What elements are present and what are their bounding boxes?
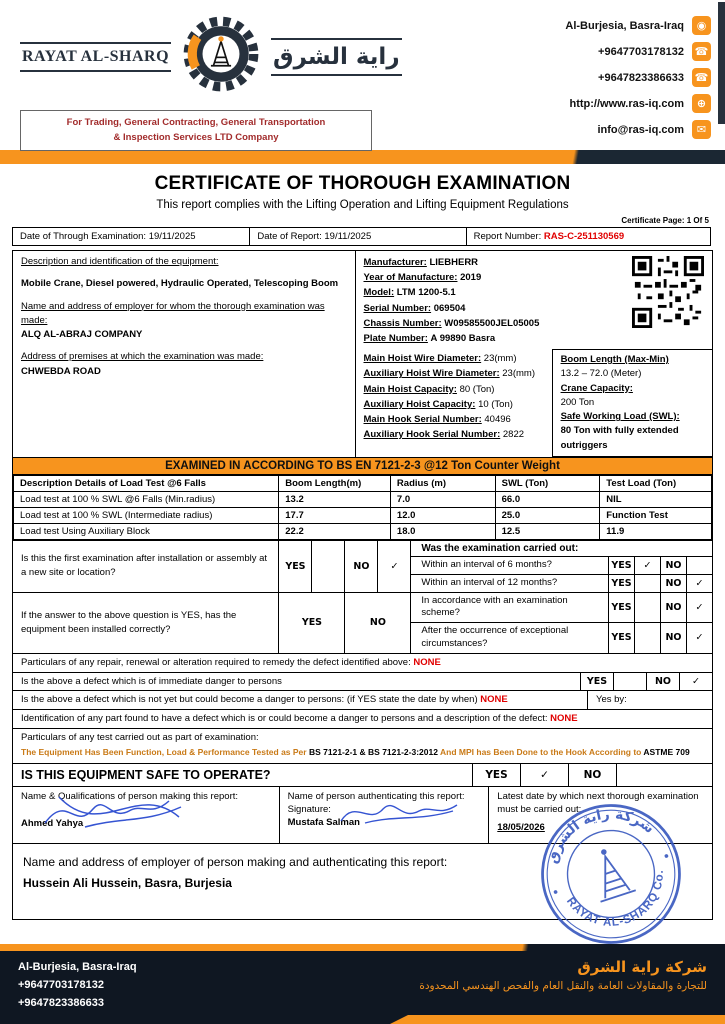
- load-test-row: [14, 491, 712, 507]
- detail-row: [364, 255, 626, 270]
- hoist-label: Main Hook Serial Number:: [363, 413, 482, 425]
- repair-particulars-row: [13, 653, 712, 672]
- examination-row-1: [13, 540, 712, 592]
- no-checkbox: ✓: [686, 575, 712, 592]
- email-icon: ✉: [692, 120, 711, 139]
- contact-website-text: http://www.ras-iq.com: [569, 97, 684, 110]
- detail-row: [364, 270, 626, 285]
- globe-icon: ⊕: [692, 94, 711, 113]
- load-test-header: Boom Length(m): [279, 475, 391, 491]
- no-label: NO: [660, 593, 686, 623]
- hoist-label: Main Hoist Capacity:: [363, 383, 457, 395]
- boom-length-box: [552, 349, 712, 457]
- detail-label: Model:: [363, 287, 395, 299]
- authenticator-block: [279, 787, 489, 843]
- authenticator-label: Name of person authenticating this report:: [287, 790, 465, 802]
- defect-identification-value: NONE: [550, 712, 578, 724]
- answer-cells: [278, 593, 410, 653]
- hoist-row: [364, 382, 544, 397]
- yes-label: YES: [278, 593, 344, 653]
- load-test-cell: Load test at 100 % SWL (Intermediate radius): [14, 507, 279, 523]
- hoist-label: Auxiliary Hoist Capacity:: [363, 398, 476, 410]
- question-text: In accordance with an examination scheme?: [421, 594, 568, 619]
- hoist-label: Auxiliary Hook Serial Number:: [363, 429, 501, 441]
- load-test-header: Test Load (Ton): [600, 475, 712, 491]
- no-label: NO: [344, 541, 377, 592]
- load-test-cell: 12.5: [495, 523, 600, 539]
- safe-to-operate-row: [13, 763, 712, 786]
- exam-date-cell: [12, 227, 250, 246]
- no-label: NO: [344, 593, 410, 653]
- tagline-line2: & Inspection Services LTD Company: [113, 131, 279, 143]
- no-checkbox: ✓: [686, 623, 712, 653]
- equipment-details-column: [356, 251, 712, 457]
- footer-address: Al-Burjesia, Basra-Iraq: [18, 961, 137, 973]
- footer-bottom-accent: [390, 1015, 725, 1024]
- carried-out-block: [411, 541, 712, 592]
- divider-band: [0, 150, 725, 164]
- detail-value: W09585500JEL05005: [444, 317, 540, 329]
- no-checkbox: ✓: [377, 541, 410, 592]
- answer-cells: [278, 541, 410, 592]
- company-name-arabic-wrap: [271, 38, 402, 76]
- equipment-description-column: [13, 251, 356, 457]
- footer-phone1: +9647703178132: [18, 979, 104, 992]
- test-particulars-label: Particulars of any test carried out as part of examination:: [21, 731, 259, 743]
- swl-label: Safe Working Load (SWL):: [560, 411, 680, 423]
- report-date-value: 19/11/2025: [324, 231, 372, 242]
- examination-scheme-row: [411, 593, 712, 623]
- no-label: NO: [660, 575, 686, 592]
- no-label: NO: [646, 673, 679, 690]
- load-test-header: Description Details of Load Test @6 Falls: [14, 475, 279, 491]
- yes-checkbox: [634, 593, 660, 623]
- contact-phone-text: +9647703178132: [598, 45, 684, 58]
- hoist-row: [364, 397, 544, 412]
- answer-cells: [580, 673, 712, 690]
- page-number: Certificate Page: 1 Of 5: [621, 216, 709, 225]
- yes-label: YES: [608, 557, 634, 574]
- hoist-label: Main Hoist Wire Diameter:: [363, 353, 482, 365]
- interval-12-row: [411, 574, 712, 592]
- report-number-label: Report Number:: [473, 231, 542, 242]
- load-test-table: [13, 475, 712, 540]
- load-test-cell: NIL: [600, 491, 712, 507]
- crane-capacity-label: Crane Capacity:: [560, 382, 633, 394]
- hoist-value: 2822: [502, 429, 525, 441]
- yes-checkbox: ✓: [520, 764, 568, 786]
- location-icon: ◉: [692, 16, 711, 35]
- premises-label: Address of premises at which the examination was made:: [21, 351, 264, 363]
- next-exam-label: Latest date by which next thorough examination must be carried out:: [497, 790, 699, 816]
- repair-particulars-label: Particulars of any repair, renewal or alteration required to remedy the defect identified above:: [21, 656, 411, 668]
- yes-checkbox: [613, 673, 646, 690]
- contact-phone-text: +9647823386633: [598, 71, 684, 84]
- load-test-header: Radius (m): [390, 475, 495, 491]
- defect-identification-row: [13, 709, 712, 728]
- interval-6-row: [411, 557, 712, 574]
- contact-info: [565, 12, 711, 150]
- footer-company-description-arabic: للتجارة والمقاولات العامة والنقل العام والفحص الهندسي المحدودة: [419, 980, 707, 992]
- load-test-cell: 12.0: [390, 507, 495, 523]
- hoist-and-boom: [356, 349, 712, 457]
- contact-line: [598, 42, 711, 61]
- hoist-label: Auxiliary Hoist Wire Diameter:: [363, 368, 500, 380]
- load-test-section-title: EXAMINED IN ACCORDING TO BS EN 7121-2-3 @12 Ton Counter Weight: [13, 457, 712, 475]
- header: [0, 0, 725, 150]
- question-text: After the occurrence of exceptional circumstances?: [421, 625, 569, 649]
- load-test-cell: 13.2: [279, 491, 391, 507]
- phone-icon: ☎: [692, 68, 711, 87]
- detail-row: [364, 285, 626, 300]
- carried-out-header: Was the examination carried out:: [411, 541, 712, 557]
- brand-row: [20, 12, 402, 101]
- authenticator-signature-label: Signature:: [287, 804, 331, 816]
- tagline-line1: For Trading, General Contracting, General Transportation: [66, 117, 326, 128]
- hoist-value: 10 (Ton): [478, 398, 513, 410]
- employer-label: Name and address of employer for whom the thorough examination was made:: [21, 300, 325, 326]
- report-number-cell: [466, 227, 711, 246]
- load-test-cell: Load test Using Auxiliary Block: [14, 523, 279, 539]
- test-particulars-detail: [21, 745, 704, 761]
- hoist-value: 23(mm): [483, 353, 517, 365]
- premises-value: CHWEBDA ROAD: [21, 365, 101, 377]
- company-name-wrap: [20, 42, 171, 72]
- scheme-block: [411, 593, 712, 653]
- equipment-section: [13, 251, 712, 457]
- yes-checkbox: [634, 575, 660, 592]
- employer-statement-value: Hussein Ali Hussein, Basra, Burjesia: [23, 876, 232, 891]
- hoist-row: [364, 351, 544, 366]
- equipment-description-value: Mobile Crane, Diesel powered, Hydraulic Operated, Telescoping Boom: [21, 278, 339, 290]
- brand-block: [20, 12, 402, 150]
- employer-statement-label: Name and address of employer of person making and authenticating this report:: [23, 854, 448, 869]
- boom-length-label: Boom Length (Max-Min): [560, 354, 669, 366]
- load-test-header-row: [14, 475, 712, 491]
- detail-row: [364, 316, 626, 331]
- swl-value: 80 Ton with fully extended outriggers: [560, 425, 679, 451]
- contact-line: [570, 94, 712, 113]
- question-text: If the answer to the above question is YES, has the equipment been installed correctly?: [21, 609, 237, 635]
- detail-value: LTM 1200-5.1: [396, 287, 456, 299]
- load-test-cell: 18.0: [390, 523, 495, 539]
- phone-icon: ☎: [692, 42, 711, 61]
- yes-label: YES: [580, 673, 613, 690]
- employer-value: ALQ AL-ABRAJ COMPANY: [21, 329, 143, 340]
- load-test-cell: 25.0: [495, 507, 600, 523]
- certificate-subtitle: This report complies with the Lifting Operation and Lifting Equipment Regulations: [156, 199, 569, 211]
- no-checkbox: [616, 764, 712, 786]
- authenticator-name: Mustafa Salman: [287, 817, 360, 829]
- stamp-derrick-icon: [588, 851, 636, 902]
- contact-email-text: info@ras-iq.com: [597, 123, 684, 136]
- yes-by-cell: Yes by:: [587, 691, 712, 708]
- report-maker-label: Name & Qualifications of person making this report:: [21, 790, 239, 802]
- defect-identification-label: Identification of any part found to have a defect which is or could become a danger to persons and a description of the defect:: [21, 712, 548, 724]
- load-test-row: [14, 507, 712, 523]
- future-danger-value: NONE: [480, 694, 508, 706]
- load-test-header: SWL (Ton): [495, 475, 600, 491]
- test-standard: ASTME 709: [643, 747, 690, 758]
- load-test-cell: 11.9: [600, 523, 712, 539]
- detail-row: [364, 331, 626, 346]
- company-logo-gear-icon: [179, 12, 263, 101]
- load-test-cell: 22.2: [279, 523, 391, 539]
- detail-value: 2019: [460, 272, 482, 284]
- contact-line: [565, 16, 711, 35]
- yes-label: YES: [608, 575, 634, 592]
- question-text: Within an interval of 12 months?: [421, 576, 558, 588]
- immediate-danger-label: Is the above a defect which is of immediate danger to persons: [21, 676, 282, 687]
- yes-label: YES: [608, 623, 634, 653]
- test-text: And MPI has Been Done to the Hook According to: [437, 747, 644, 758]
- hoist-row: [364, 427, 544, 442]
- exam-date-label: Date of Through Examination:: [20, 231, 147, 242]
- exam-date-value: 19/11/2025: [148, 231, 196, 242]
- report-maker-name: Ahmed Yahya: [21, 818, 84, 830]
- no-checkbox: ✓: [686, 593, 712, 623]
- no-label: NO: [660, 623, 686, 653]
- no-label: NO: [568, 764, 616, 786]
- boom-length-value: 13.2 – 72.0 (Meter): [560, 368, 642, 380]
- yes-checkbox: [311, 541, 344, 592]
- detail-label: Year of Manufacture:: [363, 272, 458, 284]
- detail-label: Manufacturer:: [363, 257, 427, 268]
- hoist-value: 40496: [484, 413, 511, 425]
- detail-value: A 99890 Basra: [430, 332, 496, 344]
- report-date-cell: [249, 227, 466, 246]
- footer-accent-band: [0, 944, 725, 951]
- test-standard: BS 7121-2-1 & BS 7121-2-3:2012: [308, 747, 438, 758]
- safe-to-operate-question: IS THIS EQUIPMENT SAFE TO OPERATE?: [21, 767, 271, 782]
- crane-capacity-value: 200 Ton: [560, 396, 595, 408]
- contact-line: [598, 68, 711, 87]
- certificate-title: CERTIFICATE OF THOROUGH EXAMINATION: [154, 173, 571, 194]
- test-text: The Equipment Has Been Function, Load & Performance Tested as Per: [21, 747, 309, 758]
- detail-label: Chassis Number:: [363, 317, 442, 329]
- load-test-cell: 66.0: [495, 491, 600, 507]
- examination-row-2: [13, 592, 712, 653]
- hoist-value: 80 (Ton): [459, 383, 495, 395]
- hoist-value: 23(mm): [502, 368, 535, 380]
- load-test-cell: 7.0: [390, 491, 495, 507]
- qr-code: [632, 256, 704, 328]
- footer-phone2: +9647823386633: [18, 997, 104, 1010]
- no-label: NO: [660, 557, 686, 574]
- report-date-label: Date of Report:: [257, 231, 322, 242]
- company-name-arabic: راية الشرق: [273, 43, 400, 70]
- detail-value: LIEBHERR: [429, 257, 479, 268]
- hoist-row: [364, 412, 544, 427]
- detail-value: 069504: [433, 302, 466, 314]
- question-text: Within an interval of 6 months?: [421, 558, 552, 570]
- repair-particulars-value: NONE: [413, 656, 441, 668]
- meta-row: [12, 227, 713, 246]
- footer-company-name-arabic: شركة راية الشرق: [577, 958, 707, 976]
- report-number-value: RAS-C-251130569: [543, 231, 625, 242]
- exceptional-circumstances-row: [411, 622, 712, 653]
- load-test-cell: Function Test: [600, 507, 712, 523]
- yes-label: YES: [608, 593, 634, 623]
- installed-correctly-question: [13, 593, 411, 653]
- load-test-row: [14, 523, 712, 539]
- detail-label: Serial Number:: [363, 302, 432, 314]
- first-examination-question: [13, 541, 411, 592]
- no-checkbox: [686, 557, 712, 574]
- future-danger-text: Is the above a defect which is not yet but could become a danger to persons: (if YES state the date by when): [21, 694, 478, 706]
- footer-company-arabic: [419, 958, 707, 1012]
- report-maker-block: [13, 787, 279, 843]
- yes-checkbox: [634, 623, 660, 653]
- hoist-details: [356, 349, 552, 457]
- contact-line: [597, 120, 711, 139]
- company-name: RAYAT AL-SHARQ: [22, 47, 170, 65]
- yes-checkbox: ✓: [634, 557, 660, 574]
- question-text: Is this the first examination after installation or assembly at a new site or location?: [21, 553, 268, 579]
- contact-address-text: Al-Burjesia, Basra-Iraq: [565, 19, 684, 32]
- load-test-cell: Load test at 100 % SWL @6 Falls (Min.radius): [14, 491, 279, 507]
- footer: [0, 944, 725, 1024]
- yes-label: YES: [278, 541, 311, 592]
- equipment-description-label: Description and identification of the equipment:: [21, 256, 219, 267]
- detail-row: [364, 301, 626, 316]
- next-exam-date: 18/05/2026: [497, 822, 545, 834]
- hoist-row: [364, 366, 544, 381]
- test-particulars-row: [13, 728, 712, 763]
- title-block: [0, 164, 725, 211]
- stamp-text-arabic: شركة راية الشرق: [544, 806, 658, 866]
- company-tagline: [20, 110, 372, 151]
- stamp-text-latin: RAYAT AL-SHARQ Co.: [563, 869, 666, 929]
- future-danger-label: [13, 691, 587, 708]
- future-danger-row: [13, 690, 712, 708]
- yes-label: YES: [472, 764, 520, 786]
- load-test-cell: 17.7: [279, 507, 391, 523]
- detail-label: Plate Number:: [363, 332, 428, 344]
- corner-accent: [718, 2, 725, 124]
- no-checkbox: ✓: [679, 673, 712, 690]
- immediate-danger-row: [13, 672, 712, 690]
- footer-contact: [18, 958, 137, 1012]
